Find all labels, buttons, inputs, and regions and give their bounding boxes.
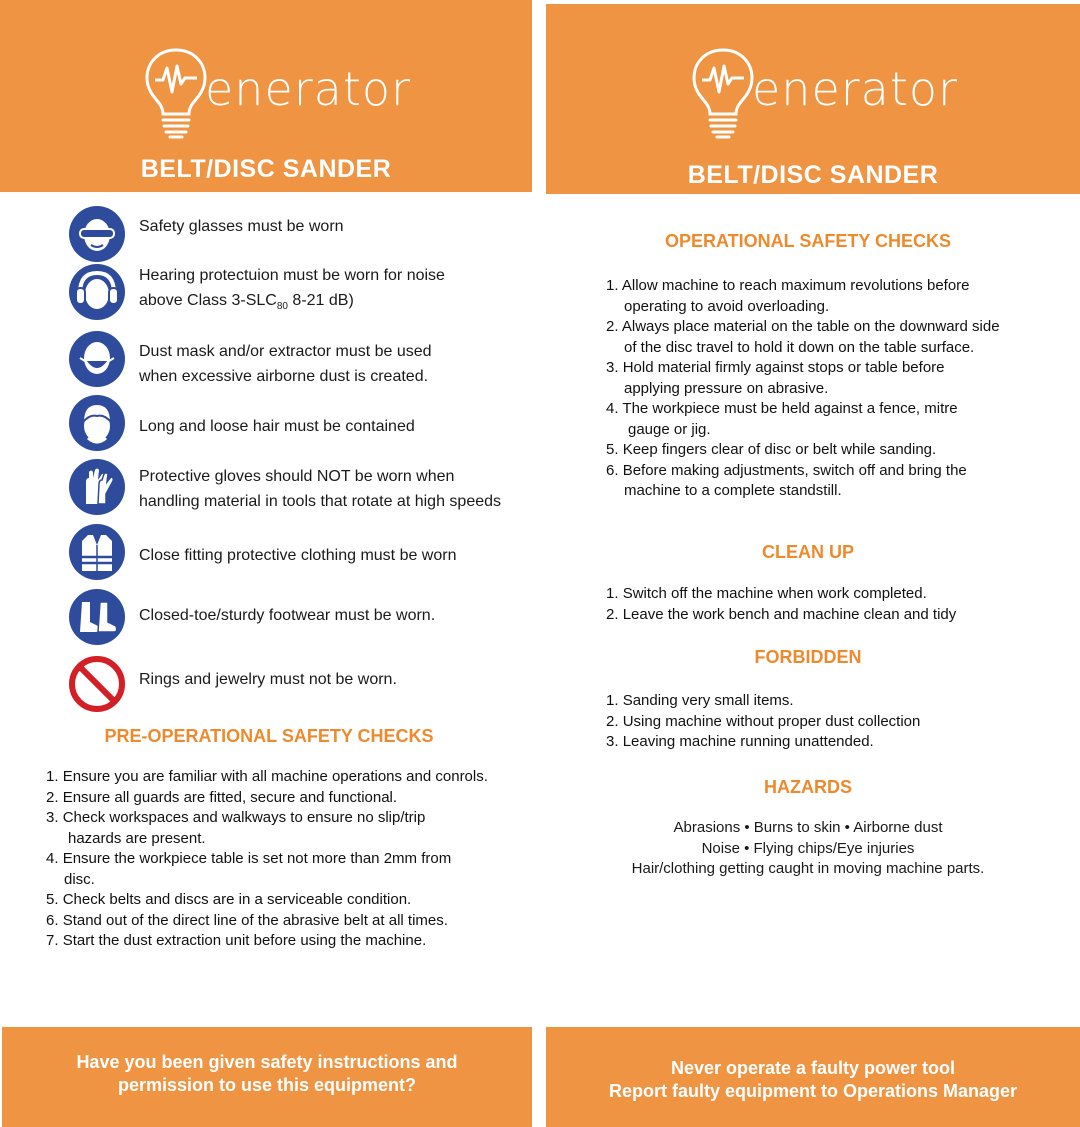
machine-title: BELT/DISC SANDER bbox=[140, 155, 392, 183]
ppe-text: Protective gloves should NOT be worn when bbox=[139, 468, 455, 485]
lightbulb-icon bbox=[688, 44, 758, 144]
item-text: The workpiece must be held against a fence, mitre bbox=[622, 400, 958, 417]
item-number: 3. bbox=[46, 809, 59, 826]
ppe-row bbox=[68, 205, 528, 265]
ppe-text: Safety glasses must be worn bbox=[139, 218, 344, 235]
footer-line: permission to use this equipment? bbox=[117, 1075, 417, 1095]
brand-wordmark: enerator bbox=[752, 62, 958, 116]
item-text: Ensure you are familiar with all machine operations and conrols. bbox=[62, 768, 488, 785]
pre-operational-heading: PRE-OPERATIONAL SAFETY CHECKS bbox=[104, 726, 434, 746]
item-text: Leaving machine running unattended. bbox=[622, 733, 874, 750]
forbidden-list bbox=[606, 691, 1076, 753]
list-item bbox=[606, 461, 1076, 502]
hazards-text bbox=[536, 818, 1080, 880]
ppe-text: Long and loose hair must be contained bbox=[139, 418, 415, 435]
safety-glasses-icon bbox=[68, 205, 126, 263]
ppe-row bbox=[68, 263, 528, 323]
item-text: of the disc travel to hold it down on the table surface. bbox=[624, 338, 975, 356]
list-item bbox=[46, 890, 526, 911]
ppe-text: Dust mask and/or extractor must be used bbox=[139, 343, 432, 360]
safety-footwear-icon bbox=[68, 588, 126, 646]
item-number: 4. bbox=[46, 850, 59, 867]
hazards-heading: HAZARDS bbox=[764, 777, 852, 797]
footer-line: Report faulty equipment to Operations Manager bbox=[608, 1081, 1018, 1101]
lightbulb-icon bbox=[141, 44, 211, 144]
item-text: hazards are present. bbox=[68, 829, 206, 847]
item-text: Start the dust extraction unit before using the machine. bbox=[62, 932, 427, 949]
forbidden-heading: FORBIDDEN bbox=[754, 647, 862, 667]
item-number: 2. bbox=[606, 712, 619, 730]
list-item bbox=[46, 808, 526, 849]
ppe-text-part: above Class 3-SLC bbox=[139, 292, 277, 309]
item-number: 6. bbox=[46, 911, 59, 929]
footer-line: Never operate a faulty power tool bbox=[670, 1058, 956, 1078]
ppe-text: Hearing protectuion must be worn for noise bbox=[139, 267, 445, 284]
item-text: Hold material firmly against stops or table before bbox=[622, 359, 945, 376]
operational-list bbox=[606, 276, 1076, 502]
clean-up-list bbox=[606, 584, 1076, 625]
left-header bbox=[0, 0, 532, 192]
list-item bbox=[606, 440, 1076, 461]
list-item bbox=[606, 276, 1076, 317]
ppe-text: Close fitting protective clothing must be worn bbox=[139, 547, 457, 564]
ppe-text: Closed-toe/sturdy footwear must be worn. bbox=[139, 607, 436, 624]
item-text: disc. bbox=[64, 870, 95, 888]
ppe-text: Rings and jewelry must not be worn. bbox=[139, 671, 397, 688]
pre-operational-list bbox=[46, 767, 526, 952]
item-number: 7. bbox=[46, 932, 59, 949]
list-item bbox=[606, 584, 1076, 605]
hazard-line: Hair/clothing getting caught in moving machine parts. bbox=[631, 860, 985, 877]
item-number: 2. bbox=[46, 788, 59, 806]
ppe-text: when excessive airborne dust is created. bbox=[139, 368, 429, 385]
item-text: Check belts and discs are in a serviceable condition. bbox=[62, 891, 412, 908]
ppe-row bbox=[68, 588, 528, 648]
machine-title: BELT/DISC SANDER bbox=[687, 161, 939, 189]
item-text: operating to avoid overloading. bbox=[624, 297, 830, 315]
hair-net-icon bbox=[68, 394, 126, 452]
hearing-protection-icon bbox=[68, 263, 126, 321]
protective-clothing-icon bbox=[68, 523, 126, 581]
item-text: Ensure all guards are fitted, secure and functional. bbox=[62, 788, 398, 806]
list-item bbox=[606, 732, 1076, 753]
item-text: Ensure the workpiece table is set not more than 2mm from bbox=[62, 850, 452, 867]
ppe-row bbox=[68, 394, 528, 454]
no-jewelry-icon bbox=[68, 655, 126, 713]
list-item bbox=[46, 911, 526, 932]
item-number: 1. bbox=[606, 585, 619, 602]
right-header bbox=[546, 4, 1080, 194]
item-text: applying pressure on abrasive. bbox=[624, 379, 829, 397]
item-number: 2. bbox=[606, 605, 619, 623]
ppe-row bbox=[68, 655, 528, 715]
ppe-subscript: 80 bbox=[276, 301, 288, 313]
list-item bbox=[606, 358, 1076, 399]
item-text: Switch off the machine when work completed. bbox=[622, 585, 927, 602]
ppe-text-part: 8-21 dB) bbox=[287, 292, 354, 309]
ppe-text-line bbox=[139, 288, 445, 319]
clean-up-heading: CLEAN UP bbox=[761, 542, 854, 562]
item-number: 1. bbox=[606, 692, 619, 709]
item-text: Sanding very small items. bbox=[622, 692, 794, 709]
dust-mask-icon bbox=[68, 330, 126, 388]
right-panel bbox=[546, 0, 1080, 1127]
item-text: Check workspaces and walkways to ensure no slip/trip bbox=[62, 809, 426, 826]
item-number: 3. bbox=[606, 733, 619, 750]
footer-line: Have you been given safety instructions and bbox=[76, 1052, 458, 1072]
item-number: 5. bbox=[606, 441, 619, 458]
item-number: 5. bbox=[46, 891, 59, 908]
item-number: 1. bbox=[46, 768, 59, 785]
item-text: Always place material on the table on the downward side bbox=[621, 318, 1000, 335]
list-item bbox=[606, 712, 1076, 733]
list-item bbox=[46, 788, 526, 809]
ppe-row bbox=[68, 330, 528, 390]
item-text: Leave the work bench and machine clean and tidy bbox=[622, 605, 957, 623]
item-number: 6. bbox=[606, 461, 619, 479]
item-text: Using machine without proper dust collection bbox=[622, 712, 921, 730]
list-item bbox=[606, 317, 1076, 358]
item-number: 2. bbox=[606, 318, 619, 335]
ppe-row bbox=[68, 458, 528, 518]
hazard-line: Noise • Flying chips/Eye injuries bbox=[701, 839, 915, 857]
item-text: gauge or jig. bbox=[628, 420, 711, 438]
list-item bbox=[46, 931, 526, 952]
item-text: machine to a complete standstill. bbox=[624, 482, 842, 499]
right-footer bbox=[546, 1027, 1080, 1127]
list-item bbox=[606, 399, 1076, 440]
item-number: 3. bbox=[606, 359, 619, 376]
hazard-line: Abrasions • Burns to skin • Airborne dust bbox=[673, 819, 943, 836]
left-footer bbox=[2, 1027, 532, 1127]
item-number: 1. bbox=[606, 277, 619, 294]
item-text: Allow machine to reach maximum revolutions before bbox=[621, 277, 970, 294]
operational-heading: OPERATIONAL SAFETY CHECKS bbox=[664, 231, 952, 251]
list-item bbox=[46, 849, 526, 890]
ppe-text: handling material in tools that rotate at high speeds bbox=[139, 493, 502, 510]
item-number: 4. bbox=[606, 400, 619, 417]
list-item bbox=[606, 691, 1076, 712]
ppe-row bbox=[68, 523, 528, 583]
generator-logo bbox=[688, 44, 958, 144]
left-panel bbox=[0, 0, 532, 1127]
list-item bbox=[46, 767, 526, 788]
generator-logo bbox=[141, 44, 411, 144]
gloves-icon bbox=[68, 458, 126, 516]
brand-wordmark: enerator bbox=[205, 62, 411, 116]
list-item bbox=[606, 605, 1076, 626]
item-text: Keep fingers clear of disc or belt while sanding. bbox=[622, 441, 937, 458]
item-text: Before making adjustments, switch off and bring the bbox=[622, 461, 967, 479]
item-text: Stand out of the direct line of the abrasive belt at all times. bbox=[62, 911, 448, 929]
